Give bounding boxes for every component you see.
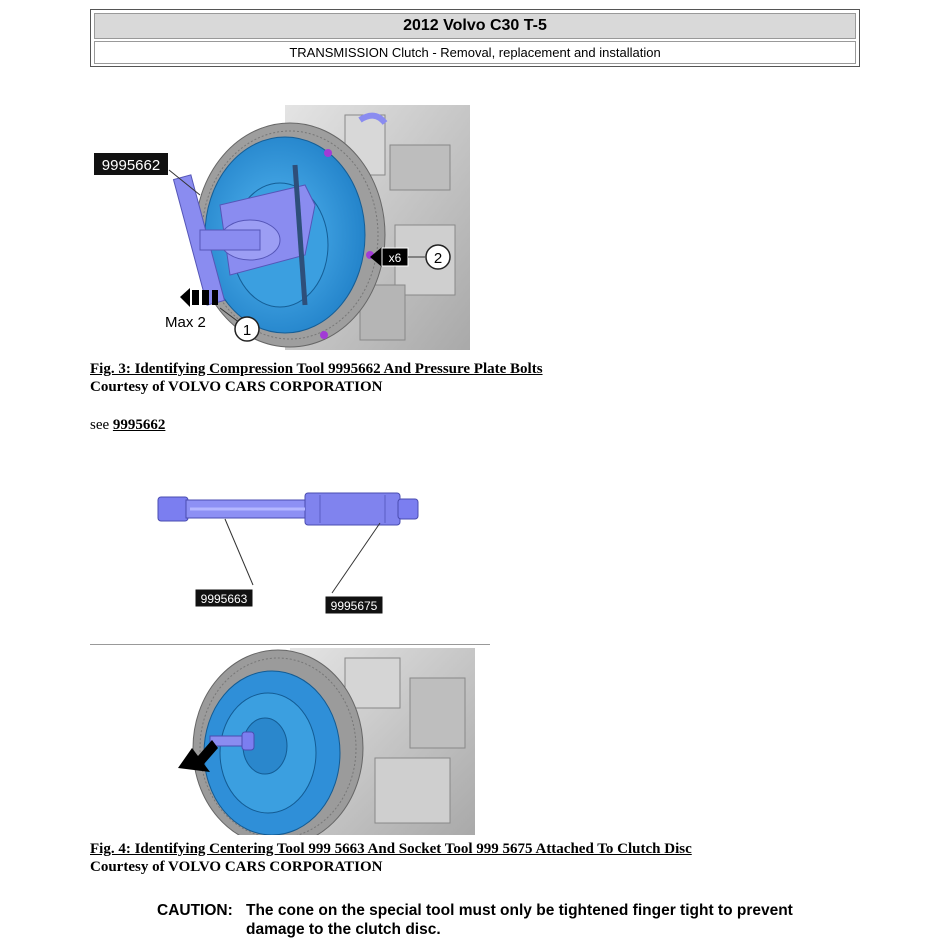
callout-2-number: 2 [433, 250, 443, 267]
direction-arrow-icon [180, 288, 218, 307]
figure-4-courtesy: Courtesy of VOLVO CARS CORPORATION [90, 859, 383, 875]
leader-line-b [332, 523, 380, 593]
tool-label-text: 9995662 [101, 157, 161, 174]
tool-label-9995675 [325, 596, 383, 614]
see-reference [90, 417, 165, 434]
figure-3-caption [90, 360, 543, 396]
centering-shaft [158, 493, 418, 525]
figure-3-title: Fig. 3: Identifying Compression Tool 9995662 And Pressure Plate Bolts [90, 361, 543, 377]
clutch-disc [204, 671, 340, 835]
document-subtitle: TRANSMISSION Clutch - Removal, replacement and installation [94, 41, 856, 64]
tool-link-9995662[interactable]: 9995662 [112, 417, 166, 433]
bolt-count: x6 [388, 251, 402, 265]
callout-1-number: 1 [242, 322, 252, 339]
caution-label: CAUTION: [157, 902, 233, 919]
leader-line-a [225, 519, 253, 585]
centering-tool-illustration [150, 485, 430, 620]
document-title: 2012 Volvo C30 T-5 [94, 13, 856, 39]
caution-line-2: damage to the clutch disc. [246, 921, 441, 938]
section-divider [90, 644, 490, 645]
figure-3-illustration [90, 105, 475, 350]
figure-3-courtesy: Courtesy of VOLVO CARS CORPORATION [90, 379, 383, 395]
caution-note [157, 901, 877, 939]
figure-4-caption [90, 840, 692, 876]
tool-label-a-text: 9995663 [200, 592, 248, 606]
tool-label-b-text: 9995675 [330, 599, 378, 613]
figure-4-title: Fig. 4: Identifying Centering Tool 999 5663 And Socket Tool 999 5675 Attached To Clutch Disc [90, 841, 692, 857]
see-prefix: see [90, 417, 110, 433]
caution-line-1: The cone on the special tool must only be tightened finger tight to prevent [246, 902, 793, 919]
max-label: Max 2 [165, 314, 206, 331]
tool-label-9995663 [195, 589, 253, 607]
figure-4-illustration [160, 648, 475, 835]
document-header [90, 9, 860, 67]
